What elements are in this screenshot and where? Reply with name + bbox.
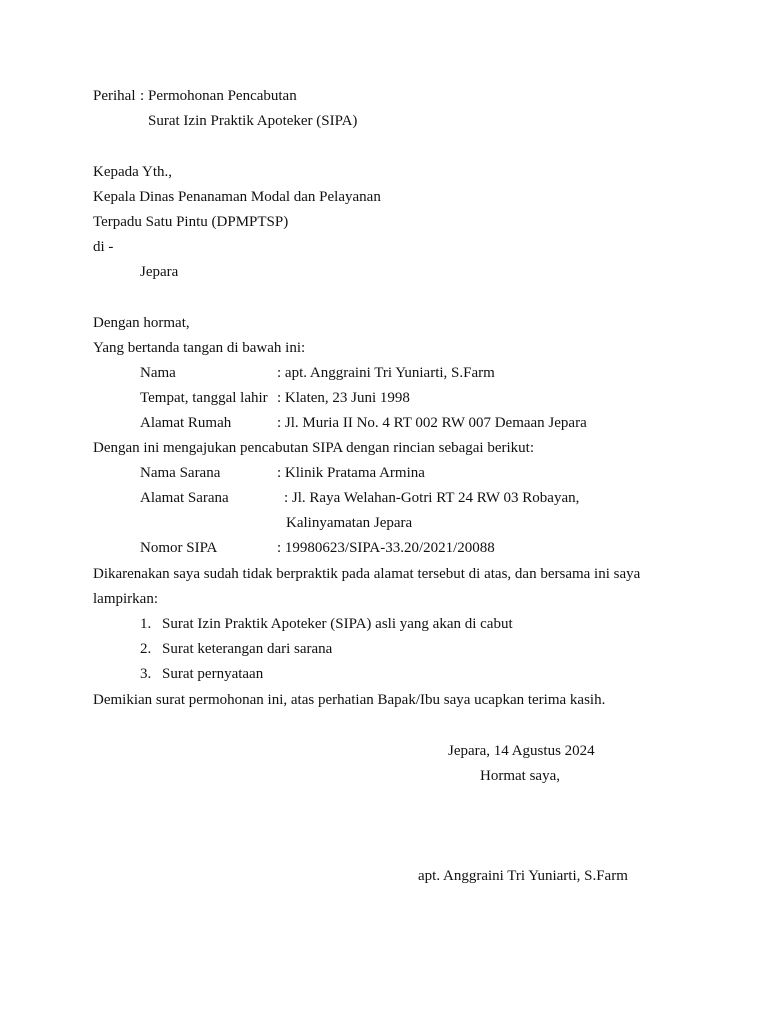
regards: Hormat saya, — [480, 768, 560, 784]
facility-address-value-2: Kalinyamatan Jepara — [286, 515, 413, 531]
recipient-line-1: Kepala Dinas Penanaman Modal dan Pelayanan — [93, 189, 381, 205]
place-date: Jepara, 14 Agustus 2024 — [448, 743, 595, 759]
applicant-birth-label: Tempat, tanggal lahir — [140, 390, 268, 406]
perihal-line-1: Permohonan Pencabutan — [148, 88, 297, 104]
closing-sentence: Demikian surat permohonan ini, atas perhatian Bapak/Ibu saya ucapkan terima kasih. — [93, 692, 606, 708]
applicant-name-label: Nama — [140, 365, 176, 381]
facility-name-label: Nama Sarana — [140, 465, 221, 481]
perihal-colon: : — [140, 88, 145, 104]
attachment-number: 3. — [140, 666, 152, 682]
recipient-line-2: Terpadu Satu Pintu (DPMPTSP) — [93, 214, 289, 230]
reason-line-1: Dikarenakan saya sudah tidak berpraktik pada alamat tersebut di atas, dan bersama ini saya — [93, 566, 641, 582]
facility-name-value: : Klinik Pratama Armina — [277, 465, 425, 481]
sipa-number-label: Nomor SIPA — [140, 540, 218, 556]
applicant-name-value: : apt. Anggraini Tri Yuniarti, S.Farm — [277, 365, 495, 381]
reason-line-2: lampirkan: — [93, 591, 158, 607]
recipient-greeting: Kepada Yth., — [93, 164, 172, 180]
intro-line: Yang bertanda tangan di bawah ini: — [93, 340, 306, 356]
perihal-line-2: Surat Izin Praktik Apoteker (SIPA) — [148, 113, 358, 129]
recipient-city: Jepara — [140, 264, 179, 280]
attachment-item: Surat Izin Praktik Apoteker (SIPA) asli yang akan di cabut — [162, 616, 513, 632]
signatory-name: apt. Anggraini Tri Yuniarti, S.Farm — [418, 868, 628, 884]
attachment-item: Surat keterangan dari sarana — [162, 641, 333, 657]
applicant-address-label: Alamat Rumah — [140, 415, 232, 431]
attachment-number: 1. — [140, 616, 152, 632]
applicant-birth-value: : Klaten, 23 Juni 1998 — [277, 390, 410, 406]
salutation: Dengan hormat, — [93, 315, 190, 331]
facility-address-value-1: : Jl. Raya Welahan-Gotri RT 24 RW 03 Robayan, — [284, 490, 580, 506]
request-intro: Dengan ini mengajukan pencabutan SIPA dengan rincian sebagai berikut: — [93, 440, 534, 456]
attachment-item: Surat pernyataan — [162, 666, 264, 682]
perihal-label: Perihal — [93, 88, 136, 104]
recipient-di: di - — [93, 239, 114, 255]
sipa-number-value: : 19980623/SIPA-33.20/2021/20088 — [277, 540, 495, 556]
attachment-number: 2. — [140, 641, 152, 657]
facility-address-label: Alamat Sarana — [140, 490, 229, 506]
applicant-address-value: : Jl. Muria II No. 4 RT 002 RW 007 Demaan Jepara — [277, 415, 587, 431]
